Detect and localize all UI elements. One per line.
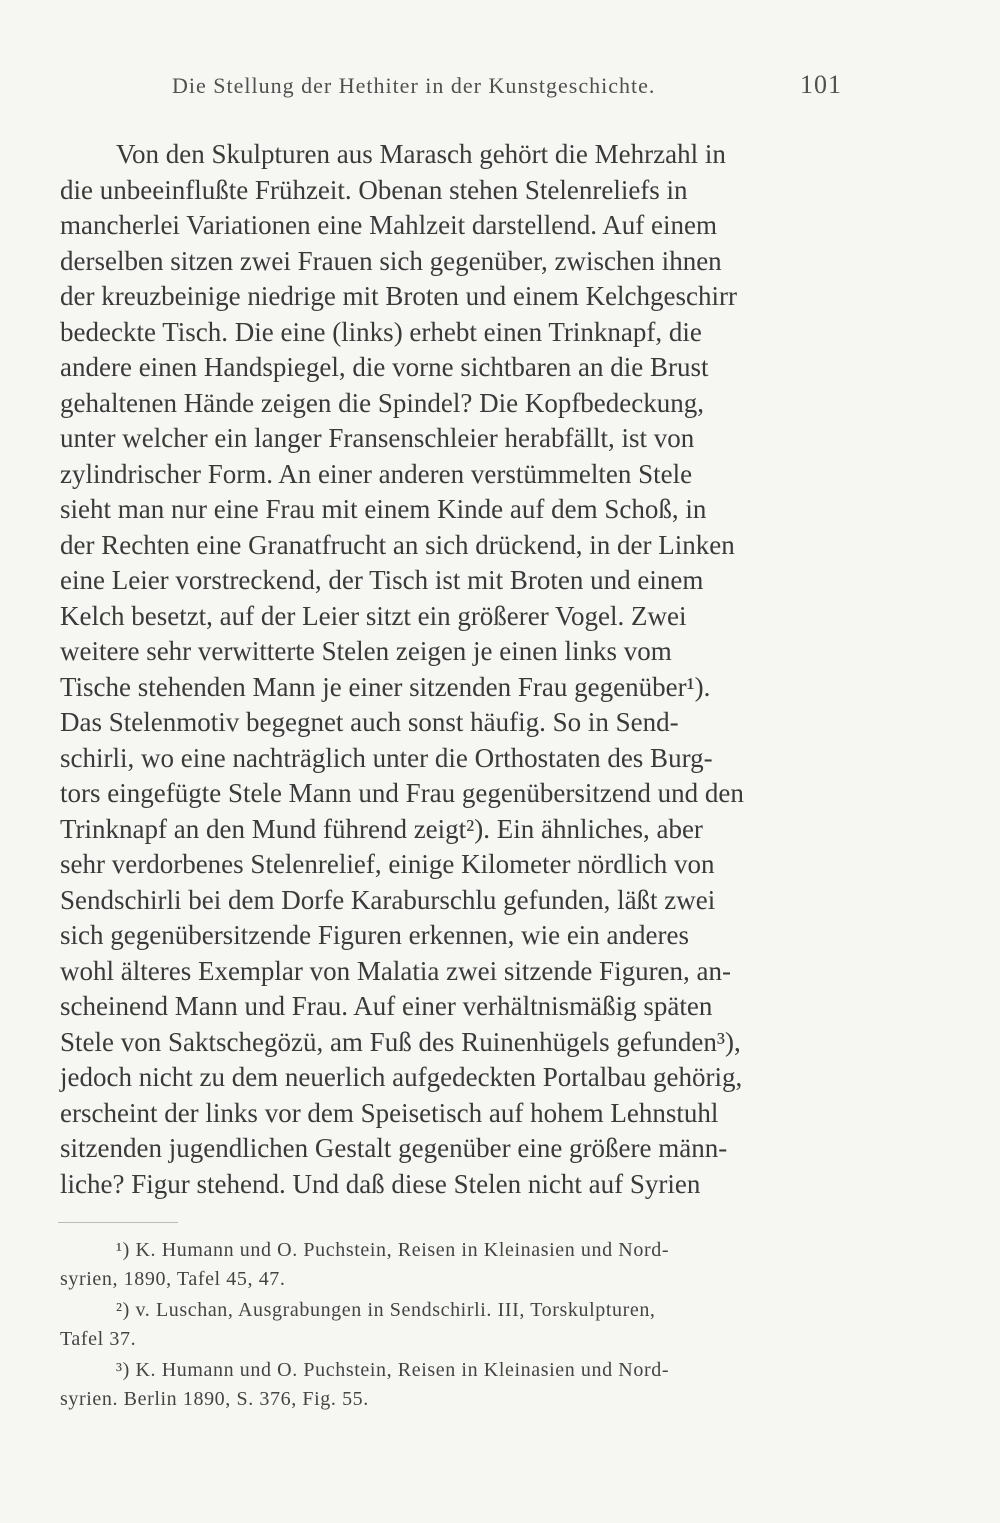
text-line: bedeckte Tisch. Die eine (links) erhebt einen Trinknapf, die — [60, 316, 702, 347]
text-line: Stele von Saktschegözü, am Fuß des Ruinenhügels gefunden³), — [60, 1026, 741, 1057]
running-title: Die Stellung der Hethiter in der Kunstgeschichte. — [172, 73, 656, 98]
text-line: weitere sehr verwitterte Stelen zeigen je einen links vom — [60, 636, 672, 666]
text-line: der Rechten eine Granatfrucht an sich drückend, in der Linken — [60, 529, 735, 560]
text-line: die unbeeinflußte Frühzeit. Obenan stehen Stelenreliefs in — [60, 174, 688, 205]
footnote-line: Tafel 37. — [60, 1328, 137, 1350]
text-line: derselben sitzen zwei Frauen sich gegenüber, zwischen ihnen — [60, 245, 722, 276]
footnote-line: ¹) K. Humann und O. Puchstein, Reisen in Kleinasien und Nord- — [116, 1239, 670, 1261]
text-line: sich gegenübersitzende Figuren erkennen, wie ein anderes — [60, 920, 690, 950]
footnote-3 — [60, 1356, 840, 1414]
text-line: Von den Skulpturen aus Marasch gehört die Mehrzahl in — [116, 139, 726, 169]
text-line: sehr verdorbenes Stelenrelief, einige Kilometer nördlich von — [60, 849, 715, 879]
running-header — [172, 70, 842, 100]
text-line: unter welcher ein langer Fransenschleier herabfällt, ist von — [60, 423, 695, 453]
page-number: 101 — [800, 70, 842, 99]
text-line: schirli, wo eine nachträglich unter die Orthostaten des Burg- — [60, 742, 713, 773]
footnote-line: syrien, 1890, Tafel 45, 47. — [60, 1268, 286, 1290]
footnotes — [60, 1236, 840, 1416]
text-line: jedoch nicht zu dem neuerlich aufgedeckten Portalbau gehörig, — [60, 1062, 743, 1092]
text-line: sitzenden jugendlichen Gestalt gegenüber eine größere männ- — [60, 1133, 728, 1163]
text-line: mancherlei Variationen eine Mahlzeit darstellend. Auf einem — [60, 210, 718, 240]
footnote-line: ³) K. Humann und O. Puchstein, Reisen in Kleinasien und Nord- — [116, 1359, 670, 1381]
text-line: tors eingefügte Stele Mann und Frau gegenübersitzend und den — [60, 778, 744, 808]
text-line: Das Stelenmotiv begegnet auch sonst häufig. So in Send- — [60, 707, 679, 737]
text-line: erscheint der links vor dem Speisetisch auf hohem Lehnstuhl — [60, 1097, 719, 1128]
text-line: der kreuzbeinige niedrige mit Broten und einem Kelchgeschirr — [60, 281, 738, 311]
text-line: eine Leier vorstreckend, der Tisch ist mit Broten und einem — [60, 565, 704, 595]
text-line: scheinend Mann und Frau. Auf einer verhältnismäßig späten — [60, 991, 713, 1021]
text-line: Trinknapf an den Mund führend zeigt²). Ein ähnliches, aber — [60, 813, 703, 844]
footnote-1 — [60, 1236, 840, 1294]
text-line: sieht man nur eine Frau mit einem Kinde auf dem Schoß, in — [60, 494, 707, 524]
text-line: Tische stehenden Mann je einer sitzenden Frau gegenüber¹). — [60, 671, 711, 702]
text-line: wohl älteres Exemplar von Malatia zwei sitzende Figuren, an- — [60, 955, 732, 986]
text-line: Kelch besetzt, auf der Leier sitzt ein größerer Vogel. Zwei — [60, 600, 687, 631]
footnote-2 — [60, 1296, 840, 1354]
text-line: gehaltenen Hände zeigen die Spindel? Die Kopfbedeckung, — [60, 387, 705, 418]
footnote-line: ²) v. Luschan, Ausgrabungen in Sendschirli. III, Torskulpturen, — [116, 1299, 656, 1321]
text-line: liche? Figur stehend. Und daß diese Stelen nicht auf Syrien — [60, 1168, 701, 1199]
text-line: Sendschirli bei dem Dorfe Karaburschlu gefunden, läßt zwei — [60, 884, 716, 915]
footnote-line: syrien. Berlin 1890, S. 376, Fig. 55. — [60, 1388, 369, 1410]
text-line: zylindrischer Form. An einer anderen verstümmelten Stele — [60, 458, 693, 489]
main-text — [60, 137, 840, 1202]
footnote-divider — [58, 1222, 178, 1223]
text-line: andere einen Handspiegel, die vorne sichtbaren an die Brust — [60, 352, 709, 382]
